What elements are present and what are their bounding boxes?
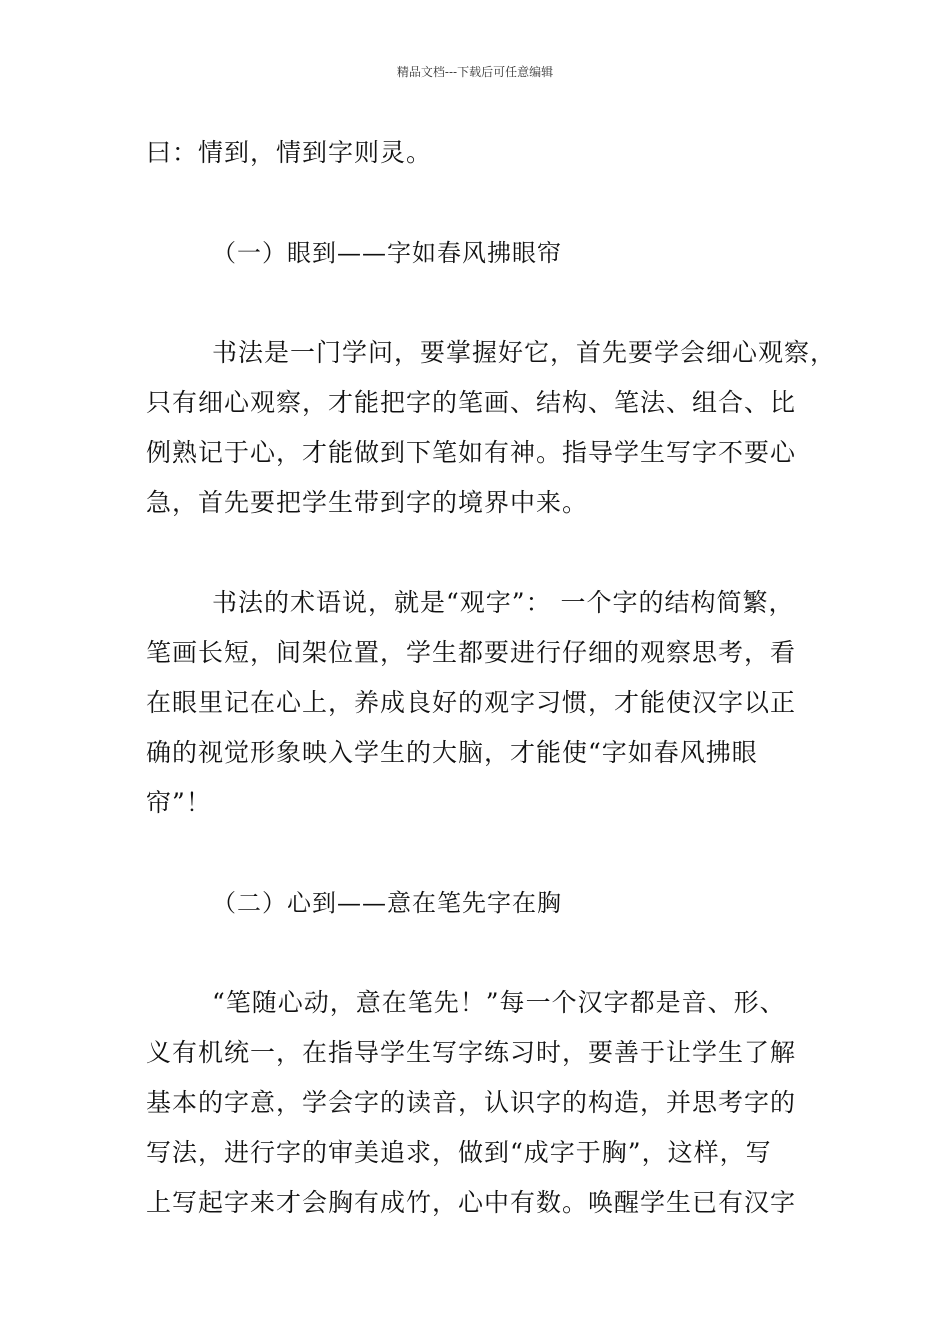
paragraph-line: 笔画长短，间架位置，学生都要进行仔细的观察思考，看 — [146, 638, 797, 667]
paragraph-line: 书法是一门学问，要掌握好它，首先要学会细心观察， — [212, 338, 837, 367]
paragraph-line: 帘”！ — [146, 788, 212, 817]
document-body — [146, 128, 837, 1228]
paragraph-line: 写法，进行字的审美追求，做到“成字于胸”，这样，写 — [146, 1138, 772, 1167]
paragraph-gap — [146, 828, 811, 878]
page-header: 精品文档---下载后可任意编辑 — [396, 65, 554, 79]
paragraph-line: “笔随心动，意在笔先！”每一个汉字都是音、形、 — [212, 988, 786, 1017]
section-heading-1: （一）眼到——字如春风拂眼帘 — [212, 239, 562, 267]
paragraph-line: 书法的术语说，就是“观字”： 一个字的结构简繁， — [212, 588, 795, 617]
section-heading-2: （二）心到——意在笔先字在胸 — [212, 889, 562, 917]
paragraph-gap — [146, 928, 811, 978]
paragraph-gap — [146, 178, 811, 228]
paragraph-line: 例熟记于心，才能做到下笔如有神。指导学生写字不要心 — [146, 438, 797, 467]
paragraph-line: 只有细心观察，才能把字的笔画、结构、笔法、组合、比 — [146, 388, 797, 417]
paragraph-line: 在眼里记在心上，养成良好的观字习惯，才能使汉字以正 — [146, 688, 797, 717]
paragraph-gap — [146, 528, 811, 578]
paragraph-line: 曰：情到，情到字则灵。 — [146, 138, 433, 167]
paragraph-gap — [146, 278, 811, 328]
paragraph-line: 基本的字意，学会字的读音，认识字的构造，并思考字的 — [146, 1088, 797, 1117]
paragraph-line: 义有机统一，在指导学生写字练习时，要善于让学生了解 — [146, 1038, 797, 1067]
paragraph-line: 上写起字来才会胸有成竹，心中有数。唤醒学生已有汉字 — [146, 1188, 797, 1217]
paragraph-line: 确的视觉形象映入学生的大脑，才能使“字如春风拂眼 — [146, 738, 758, 767]
paragraph-line: 急，首先要把学生带到字的境界中来。 — [146, 488, 589, 517]
